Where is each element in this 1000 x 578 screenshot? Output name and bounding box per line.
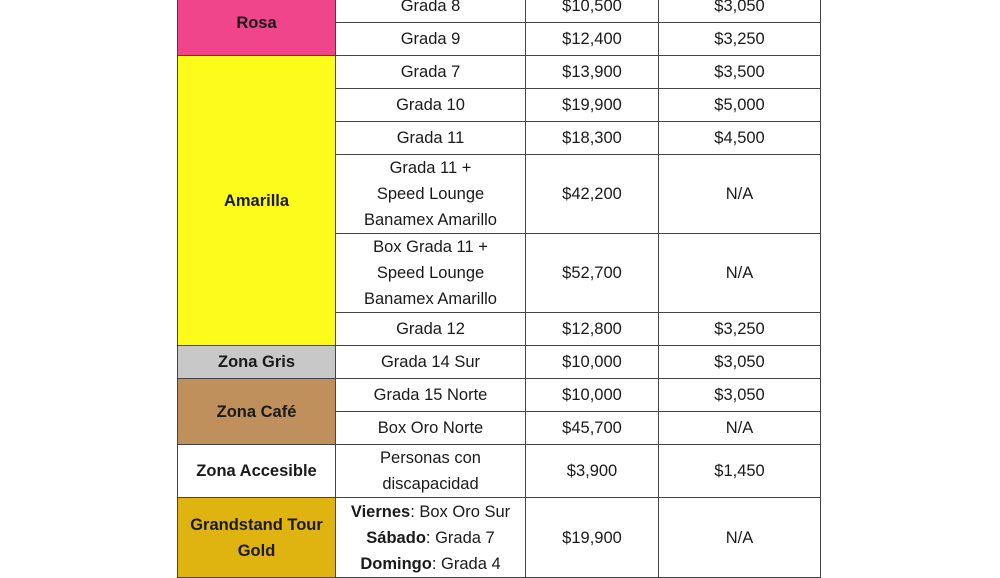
seat-line: Personas con <box>380 449 481 467</box>
price-cell: $12,400 <box>526 23 659 56</box>
seat-cell: Box Oro Norte <box>336 412 526 445</box>
price-cell: $19,900 <box>526 89 659 122</box>
price-cell: $42,200 <box>526 155 659 234</box>
price2-cell: $3,500 <box>659 56 821 89</box>
price-cell: $19,900 <box>526 498 659 578</box>
zone-label: Rosa <box>236 13 277 32</box>
zone-label: Zona Gris <box>217 353 295 371</box>
seat-cell: Grada 11 <box>336 122 526 155</box>
seat-line: Banamex Amarillo <box>364 211 497 229</box>
price2-cell: $4,500 <box>659 122 821 155</box>
price2-cell: $3,250 <box>659 313 821 346</box>
seat-cell: Grada 10 <box>336 89 526 122</box>
seat-line: Box Grada 11 + <box>373 238 488 256</box>
seat-cell: Grada 12 <box>336 313 526 346</box>
day-value: : Box Oro Sur <box>410 502 511 521</box>
day-label: Domingo <box>360 554 432 573</box>
seat-cell: Grada 9 <box>336 23 526 56</box>
price2-cell: $5,000 <box>659 89 821 122</box>
table-row <box>178 346 821 379</box>
seat-cell: Grada 8 <box>336 0 526 23</box>
price-cell: $10,000 <box>526 346 659 379</box>
price-cell: $45,700 <box>526 412 659 445</box>
price2-cell: N/A <box>659 155 821 234</box>
seat-cell <box>336 445 526 498</box>
seat-line: Speed Lounge <box>376 185 485 203</box>
price2-cell: $3,050 <box>659 346 821 379</box>
zone-cell-grandstand <box>178 498 336 578</box>
zone-cell-cafe <box>178 379 336 445</box>
zone-label: Grandstand Tour <box>190 515 323 534</box>
price-cell: $10,500 <box>526 0 659 23</box>
seat-line: Grada 11 + <box>389 159 472 177</box>
day-label: Sábado <box>366 528 426 547</box>
day-value: : Grada 4 <box>431 554 501 573</box>
zone-label: Gold <box>237 541 276 560</box>
table-row <box>178 0 821 23</box>
zone-label: Zona Accesible <box>196 462 317 480</box>
seat-cell <box>336 155 526 234</box>
day-label: Viernes <box>350 502 411 521</box>
price-cell: $18,300 <box>526 122 659 155</box>
zone-cell-rosa <box>178 0 336 56</box>
seat-line: Speed Lounge <box>376 264 485 282</box>
price2-cell: N/A <box>659 234 821 313</box>
price2-cell: $3,050 <box>659 0 821 23</box>
table-row <box>178 379 821 412</box>
zone-cell-gris <box>178 346 336 379</box>
seat-cell <box>336 498 526 578</box>
zone-label: Amarilla <box>223 191 290 210</box>
seat-line: discapacidad <box>382 475 479 493</box>
price-cell: $52,700 <box>526 234 659 313</box>
seat-line: Banamex Amarillo <box>364 290 497 308</box>
price2-cell: N/A <box>659 498 821 578</box>
price-table <box>177 0 821 578</box>
price-cell: $3,900 <box>526 445 659 498</box>
price-cell: $10,000 <box>526 379 659 412</box>
day-value: : Grada 7 <box>425 528 495 547</box>
zone-label: Zona Café <box>216 402 297 421</box>
seat-cell: Grada 15 Norte <box>336 379 526 412</box>
table-row <box>178 498 821 578</box>
price2-cell: $3,250 <box>659 23 821 56</box>
table-row <box>178 445 821 498</box>
seat-cell: Grada 14 Sur <box>336 346 526 379</box>
zone-cell-accesible <box>178 445 336 498</box>
zone-cell-amarilla <box>178 56 336 346</box>
price2-cell: $1,450 <box>659 445 821 498</box>
seat-cell <box>336 234 526 313</box>
seat-cell: Grada 7 <box>336 56 526 89</box>
price2-cell: N/A <box>659 412 821 445</box>
price-cell: $12,800 <box>526 313 659 346</box>
price-cell: $13,900 <box>526 56 659 89</box>
price2-cell: $3,050 <box>659 379 821 412</box>
table-row <box>178 56 821 89</box>
